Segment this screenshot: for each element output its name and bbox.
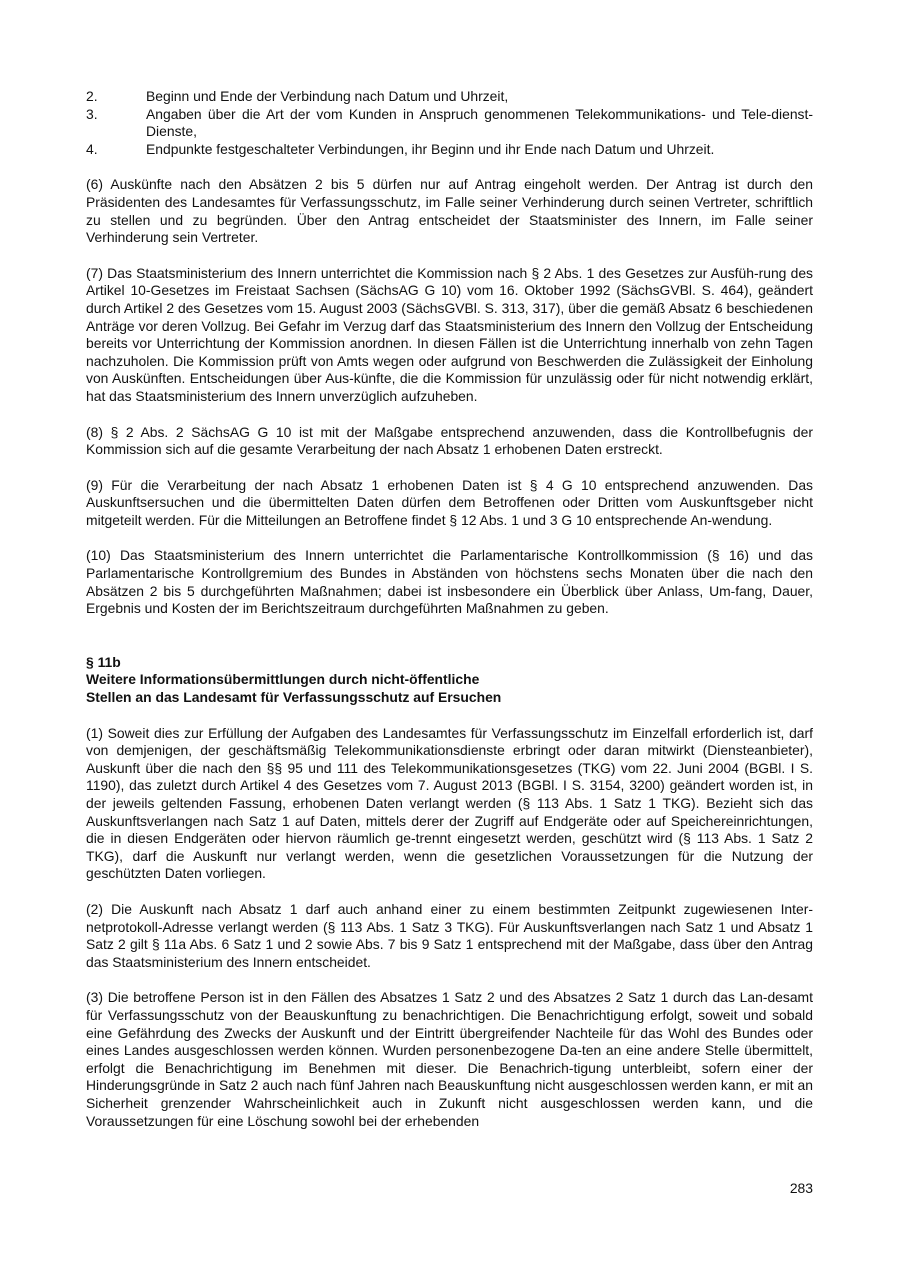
- paragraph-8: (8) § 2 Abs. 2 SächsAG G 10 ist mit der Maßgabe entsprechend anzuwenden, dass die Kontrollbefugnis der Kommission sich auf die gesamte Verarbeitung der nach Absatz 1 erhobenen Daten erstreckt.: [86, 423, 813, 458]
- list-item: [86, 88, 813, 106]
- section-title-line-2: Stellen an das Landesamt für Verfassungsschutz auf Ersuchen: [86, 689, 502, 706]
- list-item-text: Angaben über die Art der vom Kunden in Anspruch genommenen Telekommunikations- und Tele-dienst-Dienste,: [146, 105, 813, 140]
- document-page: [86, 88, 813, 1130]
- section-heading: [86, 654, 813, 707]
- list-item-number: 3.: [86, 105, 98, 122]
- section-paragraph-3: (3) Die betroffene Person ist in den Fällen des Absatzes 1 Satz 2 und des Absatzes 2 Satz 1 durch das Lan-desamt für Verfassungsschutz von der Beauskunftung zu benachrichtigen. Die Benachrichtigung erfolgt, soweit und sobald eine Gefährdung des Zwecks der Auskunft und der Eintritt übergreifender Nachteile für das Wohl des Bundes oder eines Landes ausgeschlossen werden können. Wurden personenbezogene Da-ten an eine andere Stelle übermittelt, erfolgt die Benachrichtigung im Benehmen mit dieser. Die Benachrich-tigung unterbleibt, sofern einer der Hinderungsgründe in Satz 2 auch nach fünf Jahren nach Beauskunftung nicht ausgeschlossen werden kann, er mit an Sicherheit grenzender Wahrscheinlichkeit auch in Zukunft nicht ausgeschlossen werden kann, und die Voraussetzungen für eine Löschung sowohl bei der erhebenden: [86, 989, 813, 1129]
- list-item-number: 4.: [86, 140, 98, 157]
- section-paragraph-1: (1) Soweit dies zur Erfüllung der Aufgaben des Landesamtes für Verfassungsschutz im Einzelfall erforderlich ist, darf von demjenigen, der geschäftsmäßig Telekommunikationsdienste erbringt oder daran mitwirkt (Diensteanbieter), Auskunft über die nach den §§ 95 und 111 des Telekommunikationsgesetzes (TKG) vom 22. Juni 2004 (BGBl. I S. 1190), das zuletzt durch Artikel 4 des Gesetzes vom 7. August 2013 (BGBl. I S. 3154, 3200) geändert worden ist, in der jeweils geltenden Fassung, erhobenen Daten verlangt werden (§ 113 Abs. 1 Satz 1 TKG). Bezieht sich das Auskunftsverlangen nach Satz 1 auf Daten, mittels derer der Zugriff auf Endgeräte oder auf Speichereinrichtungen, die in diesen Endgeräten oder hiervon räumlich ge-trennt eingesetzt werden, geschützt wird (§ 113 Abs. 1 Satz 2 TKG), darf die Auskunft nur verlangt werden, wenn die gesetzlichen Voraussetzungen für die Nutzung der geschützten Daten vorliegen.: [86, 724, 813, 882]
- numbered-list: [86, 88, 813, 158]
- section-number: § 11b: [86, 653, 121, 670]
- list-item-text: Beginn und Ende der Verbindung nach Datum und Uhrzeit,: [146, 88, 509, 104]
- list-item-text: Endpunkte festgeschalteter Verbindungen, ihr Beginn und ihr Ende nach Datum und Uhrzeit.: [146, 140, 715, 157]
- list-item: [86, 141, 813, 159]
- list-item-number: 2.: [86, 88, 98, 104]
- paragraph-7: (7) Das Staatsministerium des Innern unterrichtet die Kommission nach § 2 Abs. 1 des Gesetzes zur Ausfüh-rung des Artikel 10-Gesetzes im Freistaat Sachsen (SächsAG G 10) vom 16. Oktober 1992 (SächsGVBl. S. 464), geändert durch Artikel 2 des Gesetzes vom 15. August 2003 (SächsGVBl. S. 313, 317), über die gemäß Absatz 6 beschiedenen Anträge vor deren Vollzug. Bei Gefahr im Verzug darf das Staatsministerium des Innern den Vollzug der Entscheidung bereits vor Unterrichtung der Kommission anordnen. In diesen Fällen ist die Unterrichtung innerhalb von zehn Tagen nachzuholen. Die Kommission prüft von Amts wegen oder aufgrund von Beschwerden die Zulässigkeit der Einholung von Auskünften. Entscheidungen über Aus-künfte, die die Kommission für unzulässig oder für nicht notwendig erklärt, hat das Staatsministerium des Innern unverzüglich aufzuheben.: [86, 264, 813, 404]
- paragraph-10: (10) Das Staatsministerium des Innern unterrichtet die Parlamentarische Kontrollkommission (§ 16) und das Parlamentarische Kontrollgremium des Bundes in Abständen von höchstens sechs Monaten über die nach den Absätzen 2 bis 5 durchgeführten Maßnahmen; dabei ist insbesondere ein Überblick über Anlass, Um-fang, Dauer, Ergebnis und Kosten der im Berichtszeitraum durchgeführten Maßnahmen zu geben.: [86, 547, 813, 617]
- page-number: 283: [789, 1180, 813, 1196]
- paragraph-9: (9) Für die Verarbeitung der nach Absatz 1 erhobenen Daten ist § 4 G 10 entsprechend anzuwenden. Das Auskunftsersuchen und die übermittelten Daten dürfen dem Betroffenen oder Dritten vom Auskunftsgeber nicht mitgeteilt werden. Für die Mitteilungen an Betroffene findet § 12 Abs. 1 und 3 G 10 entsprechende An-wendung.: [86, 476, 813, 528]
- section-paragraph-2: (2) Die Auskunft nach Absatz 1 darf auch anhand einer zu einem bestimmten Zeitpunkt zugewiesenen Inter-netprotokoll-Adresse verlangt werden (§ 113 Abs. 1 Satz 3 TKG). Für Auskunftsverlangen nach Satz 1 und Absatz 1 Satz 2 gilt § 11a Abs. 6 Satz 1 und 2 sowie Abs. 7 bis 9 Satz 1 entsprechend mit der Maßgabe, dass über den Antrag das Staatsministerium des Innern entscheidet.: [86, 900, 813, 970]
- list-item: [86, 106, 813, 141]
- section-title-line-1: Weitere Informationsübermittlungen durch nicht-öffentliche: [86, 671, 480, 688]
- paragraph-6: (6) Auskünfte nach den Absätzen 2 bis 5 dürfen nur auf Antrag eingeholt werden. Der Antrag ist durch den Präsidenten des Landesamtes für Verfassungsschutz, im Falle seiner Verhinderung durch seinen Vertreter, schriftlich zu stellen und zu begründen. Über den Antrag entscheidet der Staatsminister des Innern, im Falle seiner Verhinderung sein Vertreter.: [86, 176, 813, 246]
